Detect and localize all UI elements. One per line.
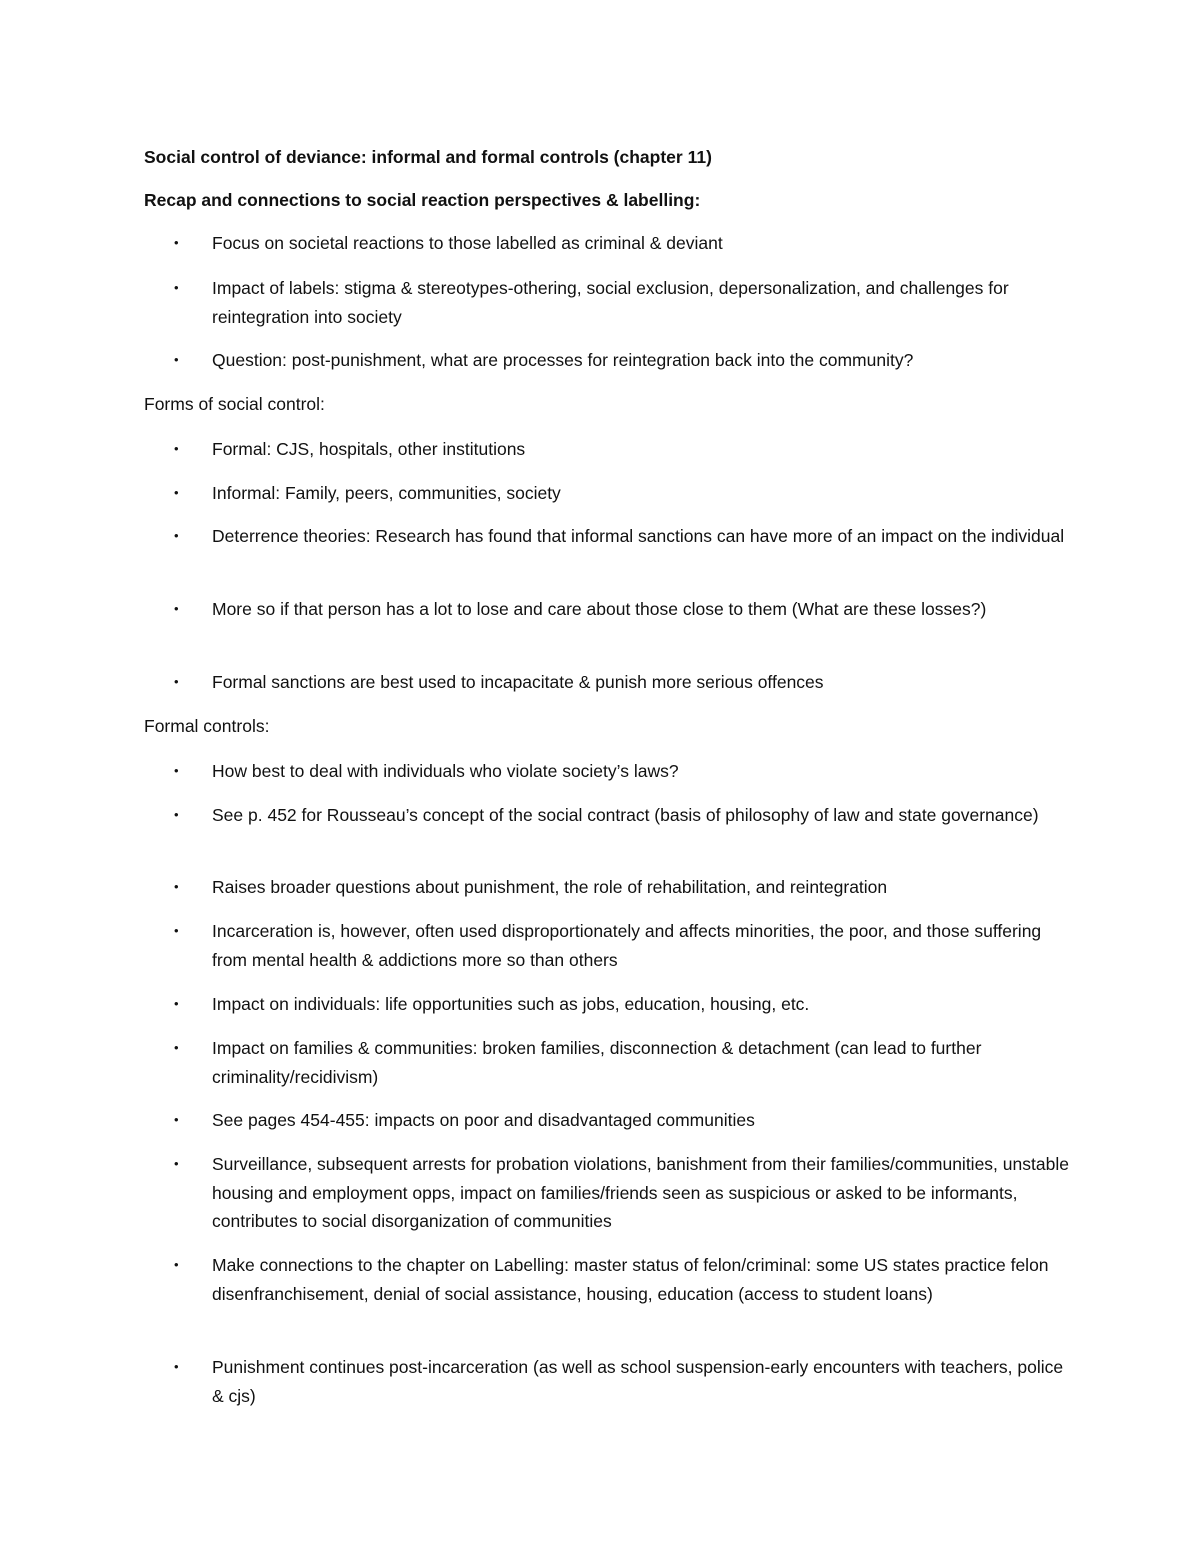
list-item-text: How best to deal with individuals who violate society’s laws?: [212, 761, 679, 781]
list-item-text: Focus on societal reactions to those labelled as criminal & deviant: [212, 233, 723, 253]
bullet-icon: •: [174, 1156, 179, 1171]
forms-heading: Forms of social control:: [144, 394, 325, 414]
bullet-icon: •: [174, 1359, 179, 1374]
bullet-icon: •: [174, 441, 179, 456]
list-item-text: Question: post-punishment, what are processes for reintegration back into the community?: [212, 350, 914, 370]
list-item-text: See pages 454-455: impacts on poor and disadvantaged communities: [212, 1110, 755, 1130]
bullet-icon: •: [174, 528, 179, 543]
bullet-icon: •: [174, 763, 179, 778]
list-item-text: More so if that person has a lot to lose and care about those close to them (What are these losses?): [212, 599, 987, 619]
list-item-text: Impact on families & communities: broken families, disconnection & detachment (can lead to further criminality/recidivism): [212, 1038, 982, 1087]
bullet-icon: •: [174, 485, 179, 500]
list-item-text: Informal: Family, peers, communities, society: [212, 483, 561, 503]
bullet-icon: •: [174, 601, 179, 616]
list-item-text: Make connections to the chapter on Labelling: master status of felon/criminal: some US states practice felon disenfranchisement, denial of social assistance, housing, education (access to student loans): [212, 1255, 1049, 1304]
list-item-text: Deterrence theories: Research has found that informal sanctions can have more of an impact on the individual: [212, 526, 1065, 546]
document-title: Social control of deviance: informal and formal controls (chapter 11): [144, 147, 712, 167]
list-item-text: Formal sanctions are best used to incapacitate & punish more serious offences: [212, 672, 824, 692]
bullet-icon: •: [174, 1257, 179, 1272]
bullet-icon: •: [174, 879, 179, 894]
list-item-text: See p. 452 for Rousseau’s concept of the social contract (basis of philosophy of law and state governance): [212, 805, 1039, 825]
list-item-text: Punishment continues post-incarceration (as well as school suspension-early encounters with teachers, police & cjs): [212, 1357, 1064, 1406]
bullet-icon: •: [174, 674, 179, 689]
bullet-icon: •: [174, 996, 179, 1011]
list-item-text: Impact on individuals: life opportunities such as jobs, education, housing, etc.: [212, 994, 810, 1014]
list-item-text: Surveillance, subsequent arrests for probation violations, banishment from their families/communities, unstable housing and employment opps, impact on families/friends seen as suspicious or asked to be informants, contributes to social disorganization of communities: [212, 1154, 1069, 1231]
list-item-text: Raises broader questions about punishment, the role of rehabilitation, and reintegration: [212, 877, 888, 897]
list-item-text: Incarceration is, however, often used disproportionately and affects minorities, the poor, and those suffering from mental health & addictions more so than others: [212, 921, 1042, 970]
bullet-icon: •: [174, 923, 179, 938]
bullet-icon: •: [174, 235, 179, 250]
list-item-text: Formal: CJS, hospitals, other institutions: [212, 439, 526, 459]
list-item-text: Impact of labels: stigma & stereotypes-othering, social exclusion, depersonalization, and challenges for reintegration into society: [212, 278, 1009, 327]
recap-heading: Recap and connections to social reaction perspectives & labelling:: [144, 190, 701, 210]
bullet-icon: •: [174, 280, 179, 295]
bullet-icon: •: [174, 807, 179, 822]
bullet-icon: •: [174, 352, 179, 367]
bullet-icon: •: [174, 1040, 179, 1055]
bullet-icon: •: [174, 1112, 179, 1127]
formal-heading: Formal controls:: [144, 716, 270, 736]
